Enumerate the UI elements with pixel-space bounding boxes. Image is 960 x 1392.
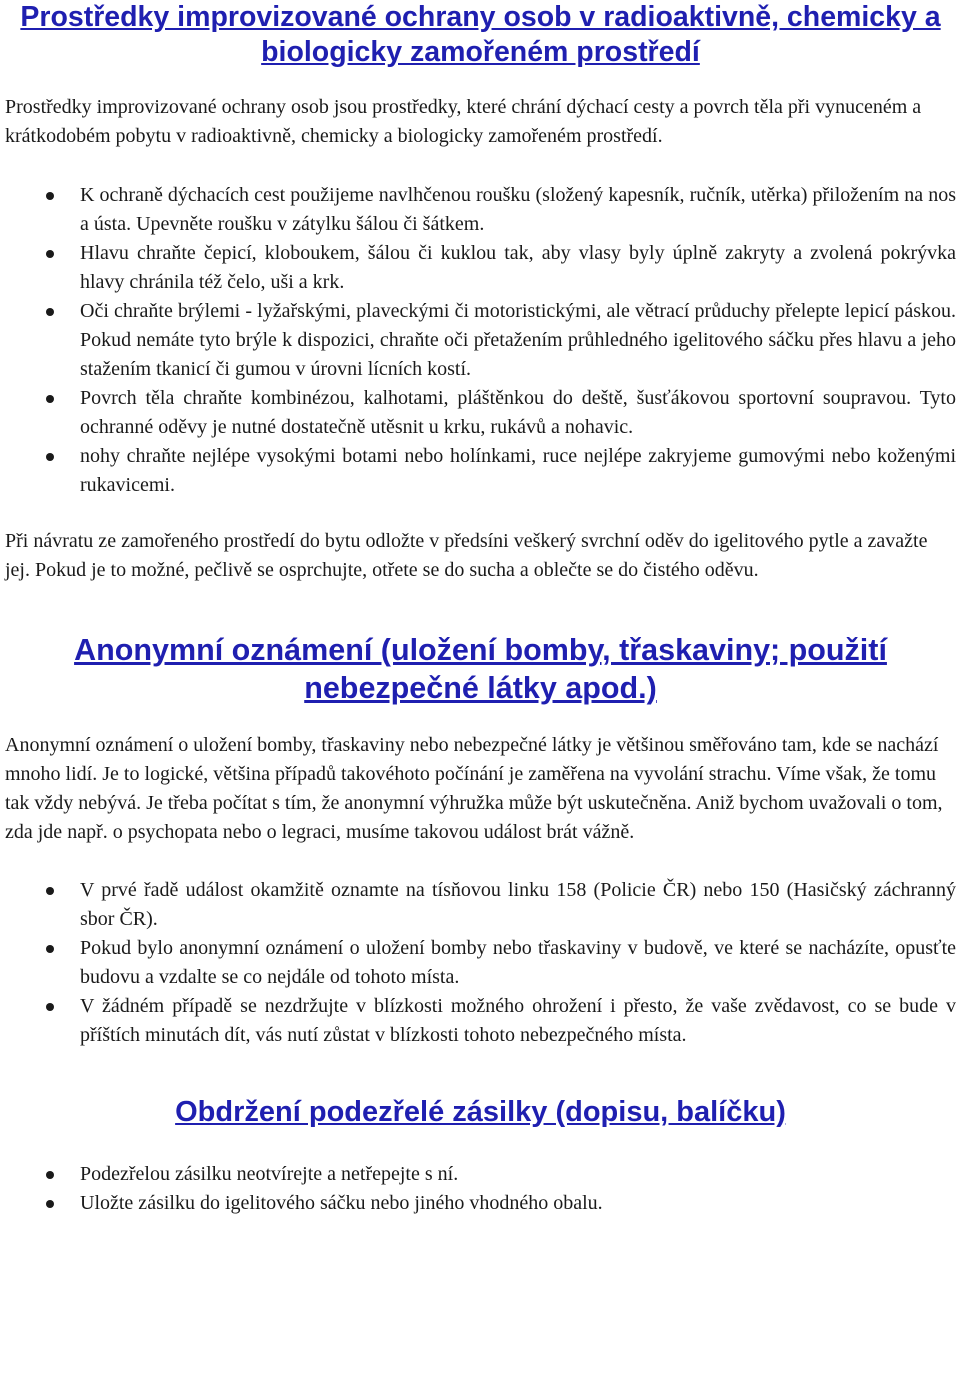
list-item-text: V žádném případě se nezdržujte v blízkosti možného ohrožení i přesto, že vaše zvědavost, co se bude v příštích minutách dít, vás nutí zůstat v blízkosti tohoto nebezpečného místa. [80, 995, 956, 1046]
section-intro-paragraph: Anonymní oznámení o uložení bomby, třaskaviny nebo nebezpečné látky je většinou směřováno tam, kde se nachází mnoho lidí. Je to logické, většina případů takovéhoto počínání je zaměřena na vyvolání strachu. Víme však, že tomu tak vždy nebývá. Je třeba počítat s tím, že anonymní výhružka může být uskutečněna. Aniž bychom uvažovali o tom, zda jde např. o psychopata nebo o legraci, musíme takovou událost brát vážně. [5, 734, 943, 843]
list-item-text: Podezřelou zásilku neotvírejte a netřepejte s ní. [80, 1163, 459, 1185]
threat-list [5, 876, 956, 1050]
list-item-text: Hlavu chraňte čepicí, kloboukem, šálou či kuklou tak, aby vlasy byly úplně zakryty a zvolená pokrývka hlavy chránila též čelo, uši a krk. [80, 242, 956, 293]
list-item-text: V prvé řadě událost okamžitě oznamte na tísňovou linku 158 (Policie ČR) nebo 150 (Hasičský záchranný sbor ČR). [80, 879, 956, 930]
list-item-text: Uložte zásilku do igelitového sáčku nebo jiného vhodného obalu. [80, 1192, 603, 1214]
section-intro-paragraph: Prostředky improvizované ochrany osob jsou prostředky, které chrání dýchací cesty a povrch těla při vynuceném a krátkodobém pobytu v radioaktivně, chemicky a biologicky zamořeném prostředí. [5, 96, 922, 147]
section-closing-paragraph: Při návratu ze zamořeného prostředí do bytu odložte v předsíni veškerý svrchní oděv do igelitového pytle a zavažte jej. Pokud je to možné, pečlivě se osprchujte, otřete se do sucha a oblečte se do čistého oděvu. [5, 530, 928, 581]
list-item [5, 1189, 956, 1218]
bullet-icon [46, 1003, 54, 1011]
list-item [5, 992, 956, 1050]
bullet-icon [46, 395, 54, 403]
list-item [5, 1160, 956, 1189]
bullet-icon [46, 308, 54, 316]
list-item [5, 181, 956, 239]
bullet-icon [46, 453, 54, 461]
list-item [5, 934, 956, 992]
list-item-text: Pokud bylo anonymní oznámení o uložení bomby nebo třaskaviny v budově, ve které se nacházíte, opusťte budovu a vzdalte se co nejdále od tohoto místa. [80, 937, 956, 988]
list-item-text: Oči chraňte brýlemi - lyžařskými, plaveckými či motoristickými, ale větrací průduchy přelepte lepicí páskou. Pokud nemáte tyto brýle k dispozici, chraňte oči přetažením průhledného igelitového sáčku přes hlavu a jeho stažením tkanicí či gumou v úrovni lícních kostí. [80, 300, 956, 380]
bullet-icon [46, 250, 54, 258]
list-item-text: nohy chraňte nejlépe vysokými botami nebo holínkami, ruce nejlépe zakryjeme gumovými nebo koženými rukavicemi. [80, 445, 956, 496]
list-item [5, 239, 956, 297]
bullet-icon [46, 1200, 54, 1208]
list-item [5, 384, 956, 442]
list-item-text: K ochraně dýchacích cest použijeme navlhčenou roušku (složený kapesník, ručník, utěrka) přiložením na nos a ústa. Upevněte roušku v zátylku šálou či šátkem. [80, 184, 956, 235]
bullet-icon [46, 192, 54, 200]
section-title-protection: Prostředky improvizované ochrany osob v radioaktivně, chemicky a biologicky zamořeném prostředí [20, 1, 941, 68]
bullet-icon [46, 887, 54, 895]
list-item [5, 442, 956, 500]
package-list [5, 1160, 956, 1218]
protection-list [5, 181, 956, 500]
list-item-text: Povrch těla chraňte kombinézou, kalhotami, pláštěnkou do deště, šusťákovou sportovní soupravou. Tyto ochranné oděvy je nutné dostatečně utěsnit u krku, rukávů a nohavic. [80, 387, 956, 438]
bullet-icon [46, 1171, 54, 1179]
section-title-suspicious-package: Obdržení podezřelé zásilky (dopisu, balíčku) [175, 1096, 786, 1128]
bullet-icon [46, 945, 54, 953]
list-item [5, 297, 956, 384]
list-item [5, 876, 956, 934]
section-title-anonymous-threat: Anonymní oznámení (uložení bomby, třaskaviny; použití nebezpečné látky apod.) [74, 633, 887, 705]
